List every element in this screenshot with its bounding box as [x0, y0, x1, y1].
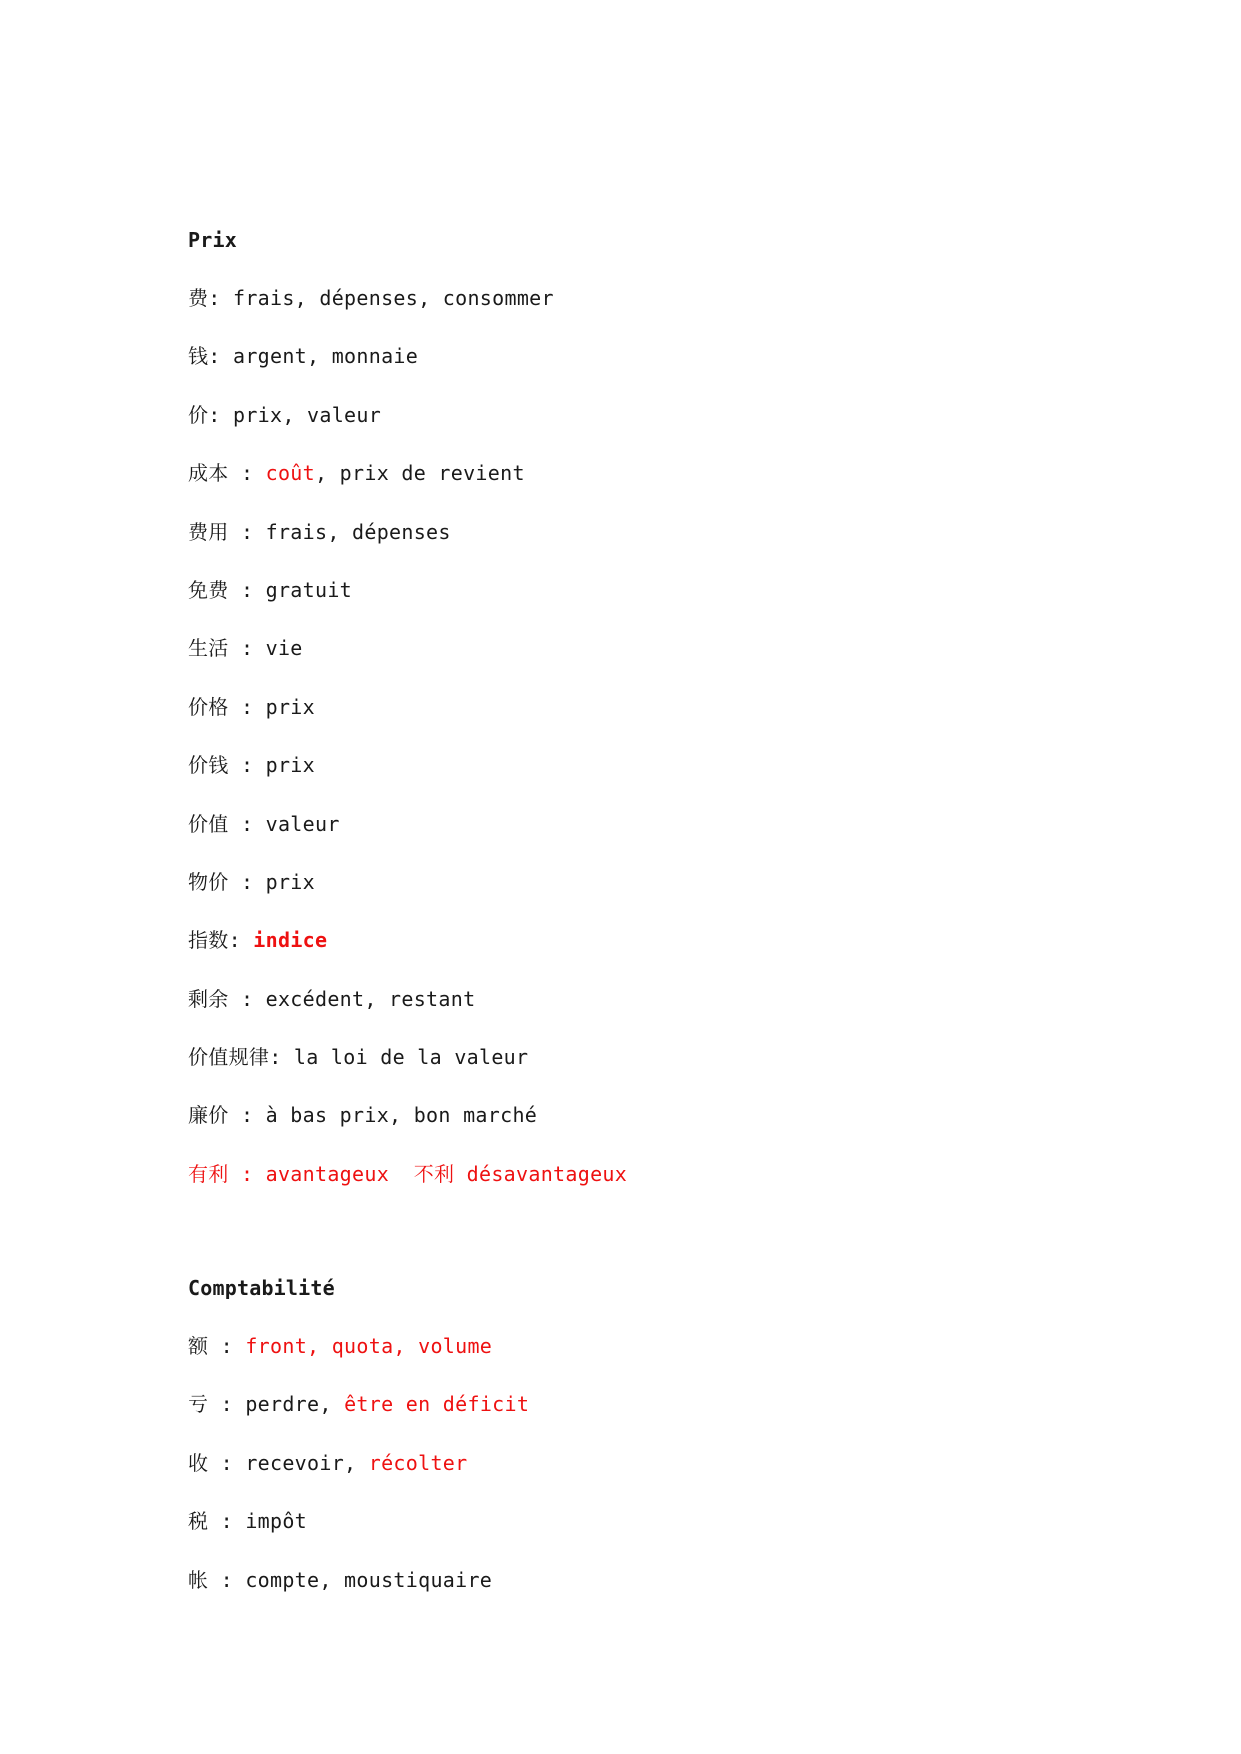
- vocab-entry: [188, 1503, 1088, 1561]
- entry-text: 价值规律: la loi de la valeur: [188, 1045, 529, 1070]
- vocab-entry: [188, 397, 1088, 455]
- vocab-entry: [188, 630, 1088, 688]
- entry-text: 额 :: [188, 1334, 246, 1358]
- entry-text: 免费 : gratuit: [188, 577, 353, 602]
- entry-text: 成本 :: [188, 461, 266, 486]
- vocab-entry: [188, 747, 1088, 805]
- vocab-entry: [188, 1097, 1088, 1155]
- entry-highlight: indice: [253, 928, 328, 953]
- section-heading: Prix: [188, 228, 237, 252]
- entry-highlight: front, quota, volume: [245, 1334, 493, 1358]
- entry-text: 指数:: [188, 928, 254, 953]
- vocab-entry: [188, 1562, 1088, 1620]
- vocab-entry: [188, 514, 1088, 572]
- entry-text: 物价 : prix: [188, 869, 315, 894]
- entry-text: 价: prix, valeur: [188, 402, 382, 427]
- entry-text: 价格 : prix: [188, 694, 315, 719]
- entry-highlight: récolter: [368, 1450, 468, 1475]
- vocab-entry: [188, 338, 1088, 396]
- vocab-entry: [188, 981, 1088, 1039]
- entry-text: 帐 : compte, moustiquaire: [188, 1567, 493, 1592]
- vocab-entry: [188, 1039, 1088, 1097]
- entry-text: 收 : recevoir,: [188, 1450, 369, 1475]
- entry-text: 税 : impôt: [188, 1509, 308, 1534]
- entry-text: 价钱 : prix: [188, 753, 315, 778]
- vocab-entry: [188, 572, 1088, 630]
- vocab-entry: [188, 1445, 1088, 1503]
- entry-text: , prix de revient: [315, 461, 525, 486]
- entry-text: 费: frais, dépenses, consommer: [188, 286, 554, 310]
- section-prix: [188, 222, 1088, 1214]
- vocab-entry: [188, 455, 1088, 513]
- vocab-entry: [188, 1386, 1088, 1444]
- entry-text: 剩余 : excédent, restant: [188, 986, 476, 1011]
- entry-text: 钱: argent, monnaie: [188, 344, 419, 369]
- entry-highlight: être en déficit: [344, 1392, 530, 1417]
- entry-text: 廉价 : à bas prix, bon marché: [188, 1103, 538, 1128]
- vocab-entry: [188, 922, 1088, 980]
- vocab-entry: [188, 1156, 1088, 1214]
- vocab-entry: [188, 1328, 1088, 1386]
- entry-text: 亏 : perdre,: [188, 1392, 345, 1417]
- vocab-entry: [188, 689, 1088, 747]
- entry-highlight: coût: [265, 461, 315, 486]
- entry-text: 价值 : valeur: [188, 811, 340, 836]
- entry-text: 费用 : frais, dépenses: [188, 519, 451, 544]
- section-comptabilite: [188, 1270, 1088, 1620]
- entry-highlight: 有利 : avantageux 不利 désavantageux: [188, 1161, 628, 1186]
- vocab-entry: [188, 806, 1088, 864]
- vocab-entry: [188, 280, 1088, 338]
- vocab-entry: [188, 864, 1088, 922]
- entry-text: 生活 : vie: [188, 636, 303, 661]
- section-heading: Comptabilité: [188, 1276, 335, 1300]
